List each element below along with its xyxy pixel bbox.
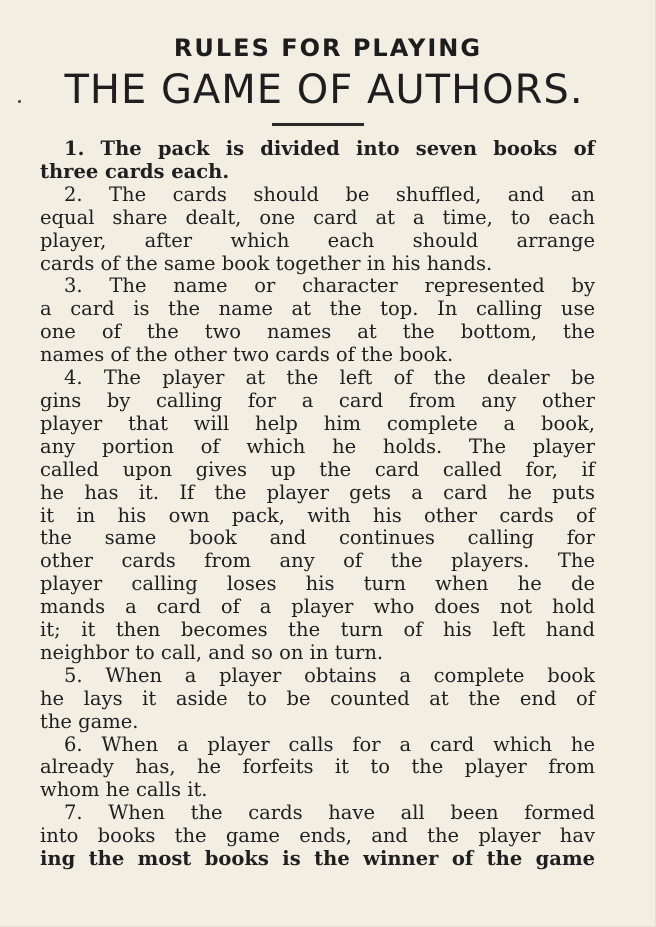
rule-line: one of the two names at the bottom, the [40, 320, 595, 344]
rule-line: 7. When the cards have all been formed [64, 801, 595, 825]
rule-line: it in his own pack, with his other cards of [40, 503, 595, 527]
rule-line: three cards each. [40, 159, 230, 183]
rule-line: mands a card of a player who does not hold [40, 595, 595, 619]
rule-line: player, after which each should arrange [40, 228, 595, 252]
rule-line: the same book and continues calling for [40, 526, 595, 550]
rule-line: cards of the same book together in his hands. [40, 251, 493, 275]
rule-line: 2. The cards should be shuffled, and an [64, 182, 595, 206]
rule-line: neighbor to call, and so on in turn. [40, 640, 384, 664]
rule-line: player that will help him complete a book, [40, 411, 595, 435]
rule-line: it; it then becomes the turn of his left hand [40, 618, 595, 642]
rule-line: gins by calling for a card from any other [40, 388, 595, 412]
rule-line: 4. The player at the left of the dealer be [64, 366, 595, 390]
rules-body [40, 138, 595, 871]
rule-line: 5. When a player obtains a complete book [64, 663, 595, 687]
rule-line: he has it. If the player gets a card he puts [40, 480, 595, 504]
rule-line: equal share dealt, one card at a time, to each [40, 205, 595, 229]
rule-line: whom he calls it. [40, 778, 208, 802]
rule-line: a card is the name at the top. In calling use [40, 297, 595, 321]
rule-line: the game. [40, 709, 139, 733]
rule-line: 3. The name or character represented by [64, 274, 595, 298]
card-subtitle: RULES FOR PLAYING [173, 34, 483, 62]
rule-line: other cards from any of the players. The [40, 549, 595, 573]
rule-line: 6. When a player calls for a card which he [64, 732, 595, 756]
rule-line: he lays it aside to be counted at the end of [40, 686, 595, 710]
rule-line: into books the game ends, and the player hav [40, 824, 595, 848]
rule-line: ing the most books is the winner of the game [40, 847, 595, 871]
rule-line: any portion of which he holds. The player [40, 434, 595, 458]
rule-line: called upon gives up the card called for, if [40, 457, 595, 481]
rule-line: already has, he forfeits it to the player from [40, 755, 595, 779]
rule-line: names of the other two cards of the book. [40, 343, 454, 367]
card-title: THE GAME OF AUTHORS. [64, 67, 584, 113]
rule-line: player calling loses his turn when he de [40, 572, 595, 596]
rule-line: 1. The pack is divided into seven books of [64, 137, 595, 160]
title-divider [272, 123, 364, 126]
